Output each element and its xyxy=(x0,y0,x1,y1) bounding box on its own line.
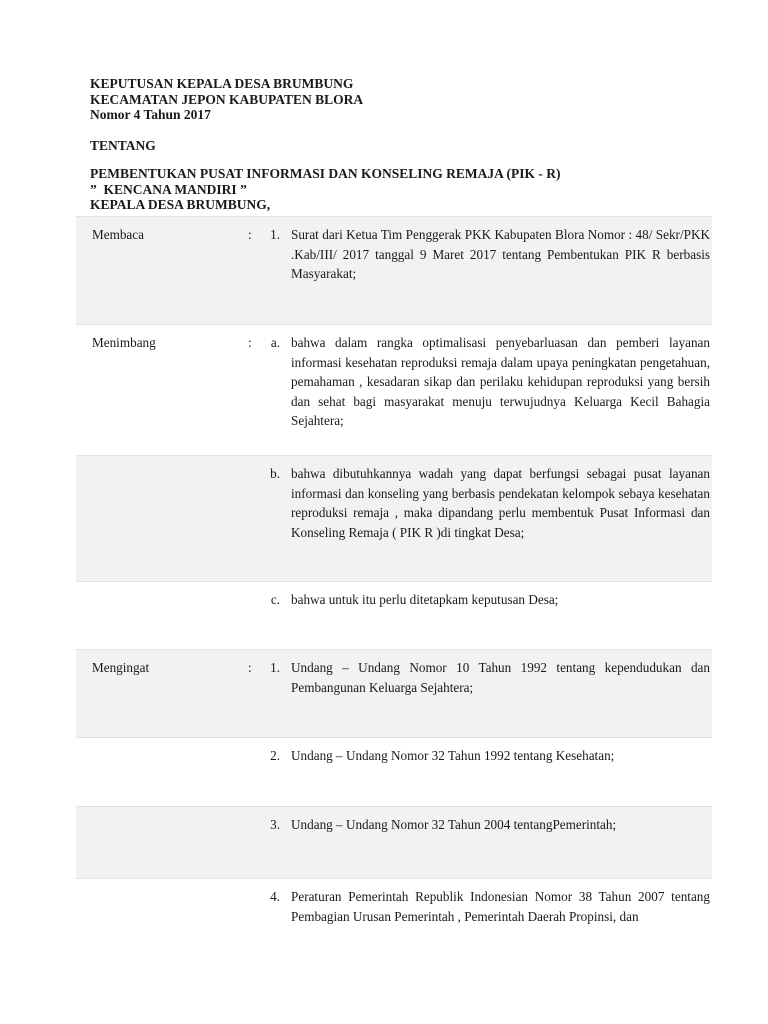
row-colon xyxy=(246,456,266,582)
row-label: Mengingat xyxy=(92,660,150,675)
table-row xyxy=(76,582,712,650)
row-number: c. xyxy=(270,592,280,607)
table-row xyxy=(76,879,712,979)
subject-line-2: ” KENCANA MANDIRI ” xyxy=(90,181,247,197)
row-label xyxy=(76,582,246,650)
title-line-1: KEPUTUSAN KEPALA DESA BRUMBUNG xyxy=(90,76,354,91)
row-number: 4. xyxy=(270,889,280,904)
row-text: Undang – Undang Nomor 32 Tahun 2004 tentangPemerintah; xyxy=(291,817,617,832)
row-label xyxy=(76,807,246,879)
subject-line-1: PEMBENTUKAN PUSAT INFORMASI DAN KONSELING REMAJA (PIK - R) xyxy=(90,166,561,181)
row-text: Undang – Undang Nomor 32 Tahun 1992 tentang Kesehatan; xyxy=(291,748,615,763)
row-colon: : xyxy=(248,227,252,242)
row-label xyxy=(76,879,246,979)
row-text: bahwa dalam rangka optimalisasi penyebarluasan dan pemberi layanan informasi kesehatan reproduksi remaja dalam upaya peningkatan pengetahuan, pemahaman , kesadaran sikap dan perilaku kehidupan reproduksi yang bersih dan sehat bagi masyarakat menuju terwujudnya Keluarga Kecil Bahagia Sejahtera; xyxy=(291,335,710,428)
row-colon xyxy=(246,807,266,879)
table-row xyxy=(76,325,712,456)
row-label xyxy=(76,738,246,807)
row-label: Membaca xyxy=(92,227,144,242)
row-colon: : xyxy=(248,335,252,350)
table-row xyxy=(76,456,712,582)
row-text: bahwa dibutuhkannya wadah yang dapat berfungsi sebagai pusat layanan informasi dan konseling yang berbasis pendekatan kelompok sebaya kesehatan reproduksi remaja , maka dipandang perlu membentuk Pusat Informasi dan Konseling Remaja ( PIK R )di tingkat Desa; xyxy=(291,466,710,540)
table-row xyxy=(76,217,712,325)
row-text: Undang – Undang Nomor 10 Tahun 1992 tentang kependudukan dan Pembangunan Keluarga Sejahtera; xyxy=(291,660,710,695)
row-label xyxy=(76,456,246,582)
considerations-table xyxy=(76,216,712,979)
row-colon xyxy=(246,582,266,650)
row-text: bahwa untuk itu perlu ditetapkam keputusan Desa; xyxy=(291,592,559,607)
title-line-2: KECAMATAN JEPON KABUPATEN BLORA xyxy=(90,91,364,107)
row-number: b. xyxy=(270,466,280,481)
subject-line-3: KEPALA DESA BRUMBUNG, xyxy=(90,197,271,212)
tentang-heading: TENTANG xyxy=(90,137,156,153)
row-colon xyxy=(246,879,266,979)
row-number: 3. xyxy=(270,817,280,832)
row-label: Menimbang xyxy=(92,335,156,350)
row-text: Surat dari Ketua Tim Penggerak PKK Kabupaten Blora Nomor : 48/ Sekr/PKK .Kab/III/ 2017 tanggal 9 Maret 2017 tentang Pembentukan PIK R berbasis Masyarakat; xyxy=(291,227,710,281)
decree-number: Nomor 4 Tahun 2017 xyxy=(90,107,211,122)
table-row xyxy=(76,650,712,738)
row-colon xyxy=(246,738,266,807)
row-colon: : xyxy=(248,660,252,675)
document-header xyxy=(90,76,710,213)
row-number: 1. xyxy=(270,227,280,242)
row-number: 1. xyxy=(270,660,280,675)
table-row xyxy=(76,738,712,807)
row-number: 2. xyxy=(270,748,280,763)
table-row xyxy=(76,807,712,879)
row-number: a. xyxy=(270,335,280,350)
row-text: Peraturan Pemerintah Republik Indonesian Nomor 38 Tahun 2007 tentang Pembagian Urusan Pemerintah , Pemerintah Daerah Propinsi, dan xyxy=(291,889,710,924)
